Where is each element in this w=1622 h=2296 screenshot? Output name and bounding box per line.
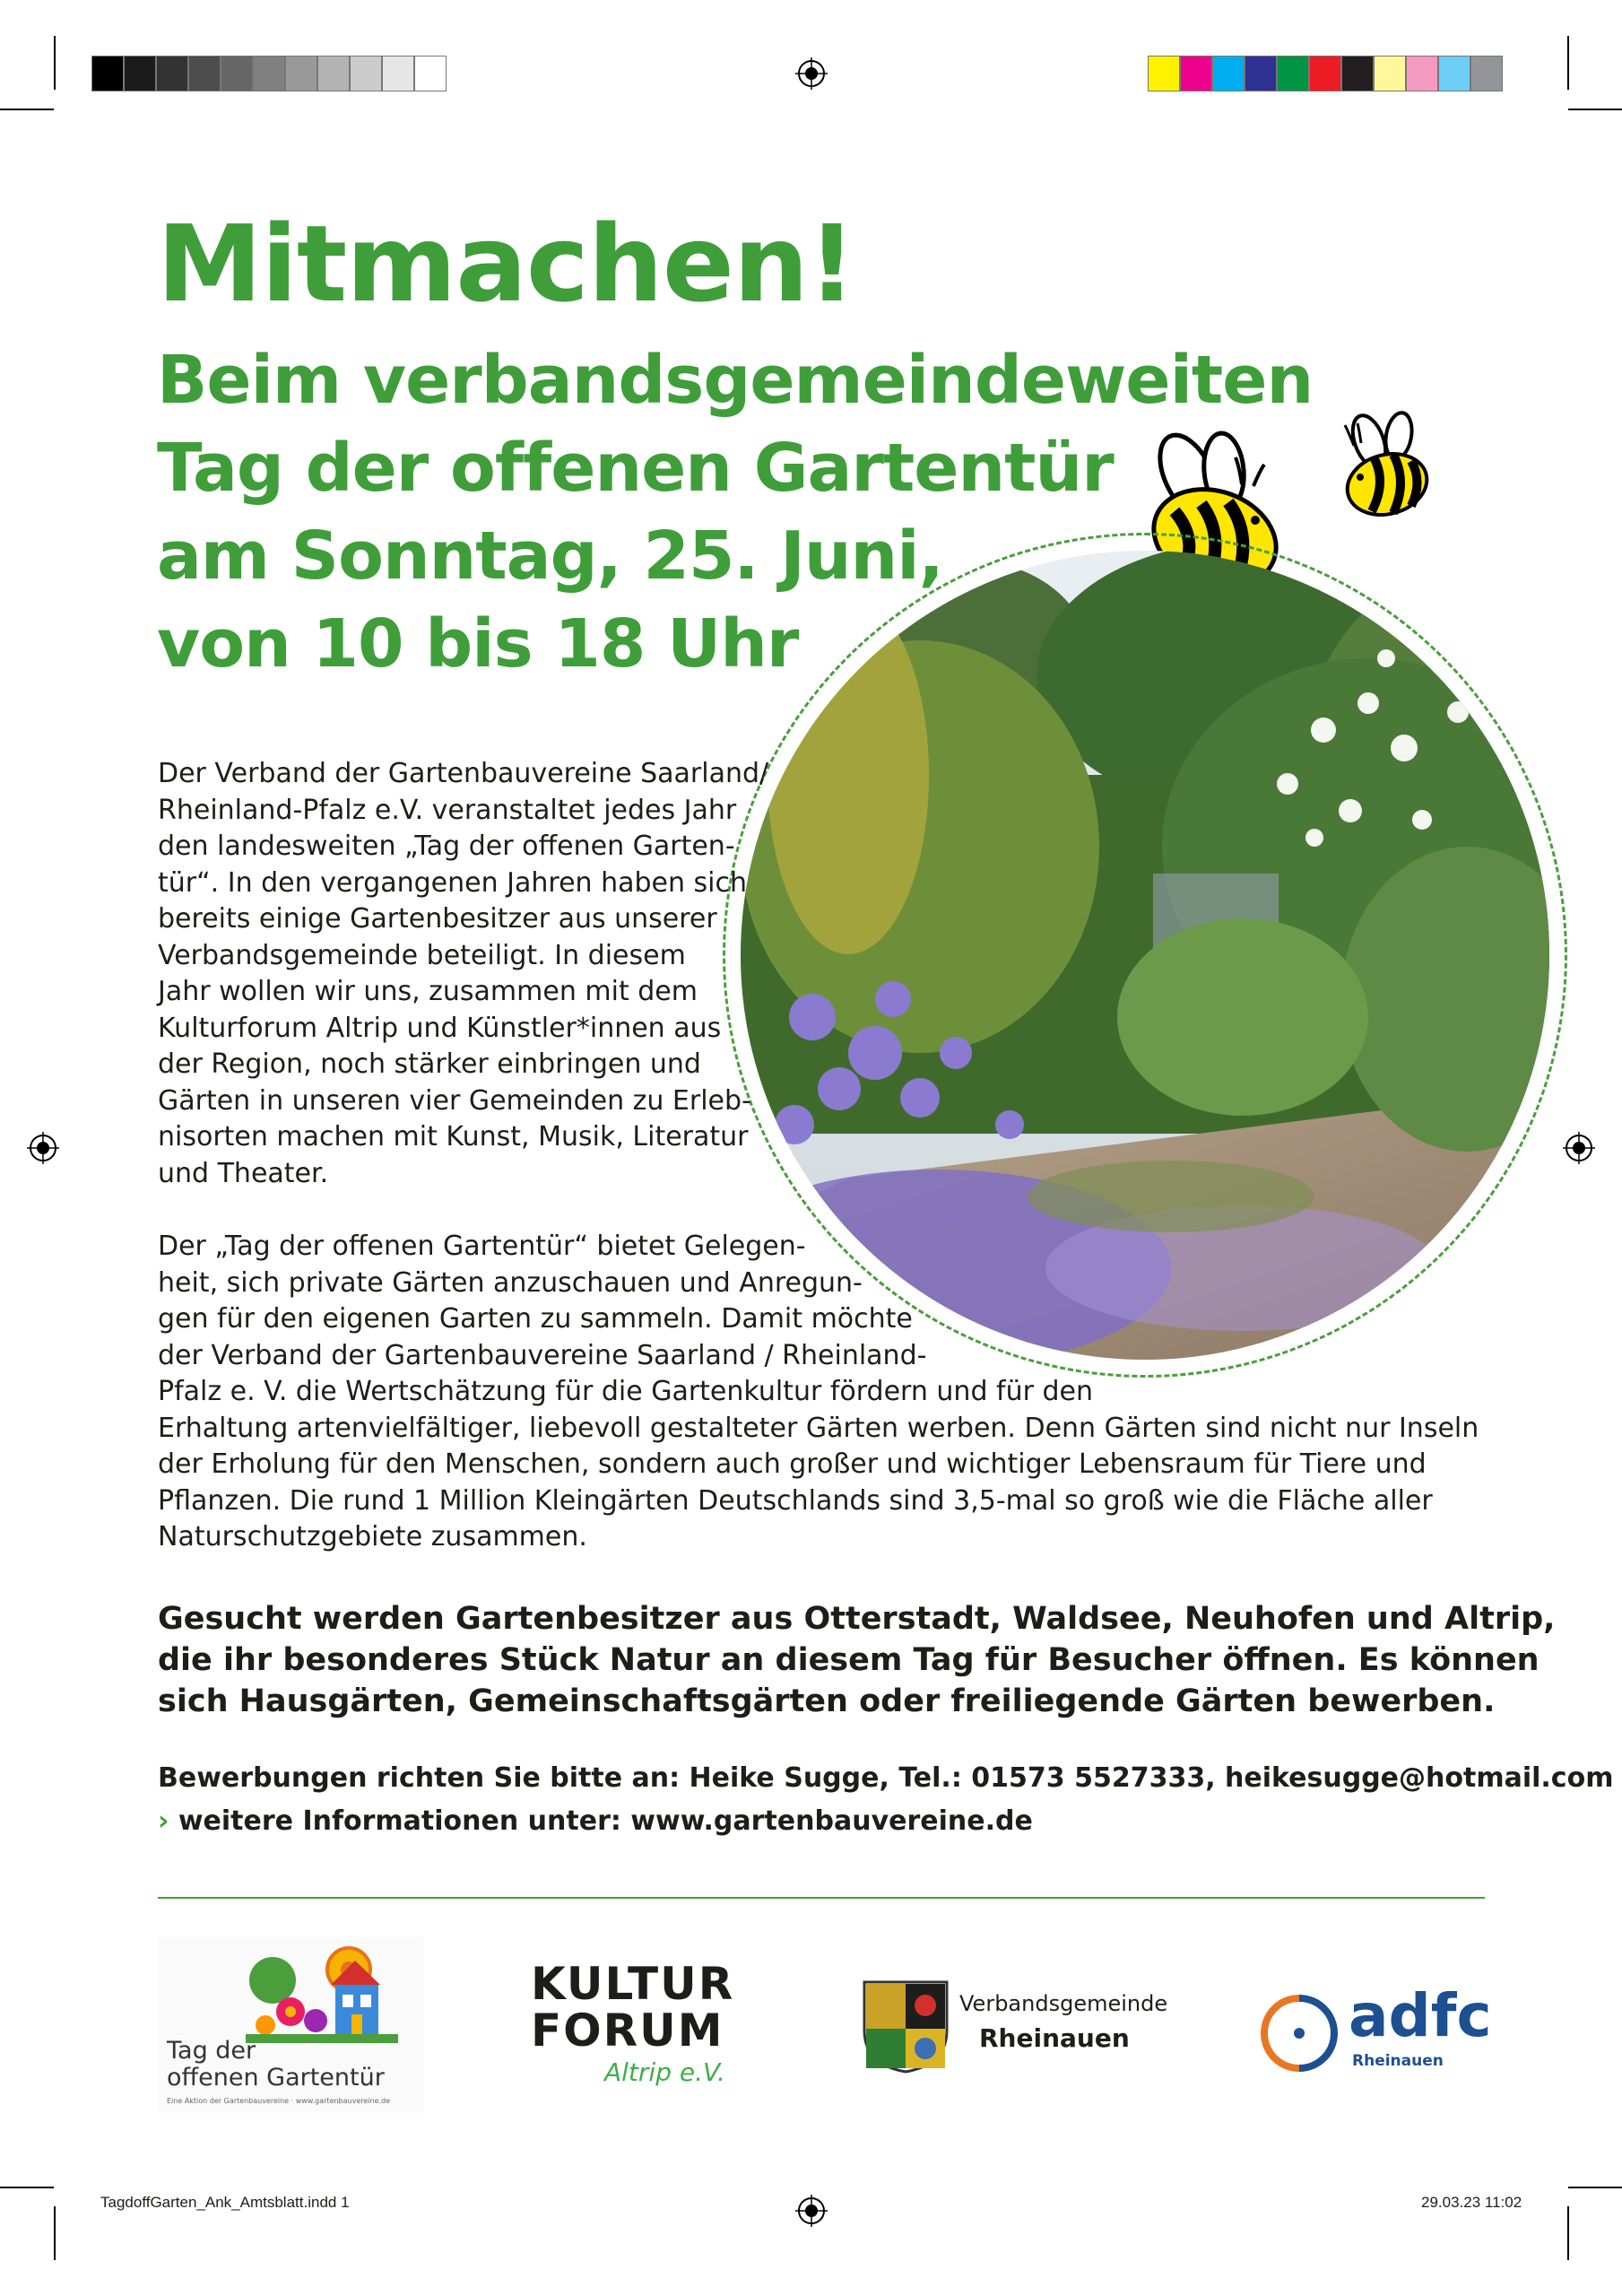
text-line: Gärten in unseren vier Gemeinden zu Erleb- <box>158 1084 751 1117</box>
logo-adfc-text: adfc <box>1349 1981 1492 2050</box>
logo-forum-text: FORUM <box>531 2005 724 2057</box>
headline-line-2: Tag der offenen Gartentür <box>157 430 1114 507</box>
color-swatch <box>414 56 447 91</box>
text-line: Der „Tag der offenen Gartentür“ bietet Gelegen- <box>158 1231 806 1262</box>
cmyk-color-bar <box>1148 56 1503 91</box>
divider <box>158 1897 1485 1899</box>
bee-small-icon <box>1338 405 1436 522</box>
logo-kultur-text: KULTUR <box>531 1958 735 2010</box>
color-swatch <box>1212 56 1245 91</box>
color-swatch <box>1309 56 1341 91</box>
text-line: gen für den eigenen Garten zu sammeln. Damit möchte <box>158 1303 913 1335</box>
text-line: die ihr besonderes Stück Natur an diesem Tag für Besucher öffnen. Es können <box>158 1642 1540 1678</box>
text-line: den landesweiten „Tag der offenen Garten- <box>158 831 735 862</box>
headline-line-3: am Sonntag, 25. Juni, <box>157 517 943 595</box>
text-line: tür“. In den vergangenen Jahren haben sich <box>158 866 747 899</box>
color-swatch <box>285 56 317 91</box>
color-swatch <box>1470 56 1503 91</box>
chevron-right-icon: › <box>158 1805 169 1837</box>
info-line <box>158 1799 1033 1843</box>
garden-house-icon <box>246 1944 398 2043</box>
logo-vg-text-2: Rheinauen <box>979 2023 1130 2053</box>
color-swatch <box>221 56 253 91</box>
color-swatch <box>253 56 285 91</box>
text-line: der Verband der Gartenbauvereine Saarland / Rheinland- <box>158 1339 927 1371</box>
text-line: Rheinland-Pfalz e.V. veranstaltet jedes Jahr <box>158 794 737 826</box>
logo-adfc <box>1259 1981 1492 2083</box>
registration-mark-icon <box>795 2195 828 2227</box>
headline-line-4: von 10 bis 18 Uhr <box>157 605 799 683</box>
text-line: der Erholung für den Menschen, sondern auch großer und wichtiger Lebensraum für Tiere und <box>158 1448 1427 1480</box>
call-to-action <box>158 1598 1555 1722</box>
logo-garden-text-1: Tag der <box>167 2037 256 2065</box>
logo-garden-small: Eine Aktion der Gartenbauvereine · www.gartenbauvereine.de <box>167 2097 391 2105</box>
gray-color-bar <box>91 56 447 91</box>
text-line: Pfalz e. V. die Wertschätzung für die Gartenkultur fördern und für den <box>158 1376 1093 1407</box>
coat-of-arms-icon <box>861 1979 950 2075</box>
logo-garden-text-2: offenen Gartentür <box>167 2064 385 2092</box>
text-line: Pflanzen. Die rund 1 Million Kleingärten Deutschlands sind 3,5-mal so groß wie die Fläche aller <box>158 1484 1433 1517</box>
color-swatch <box>1148 56 1180 91</box>
adfc-wheel-icon <box>1259 1993 1340 2074</box>
color-swatch <box>91 56 124 91</box>
color-swatch <box>1245 56 1277 91</box>
logo-vg-text-1: Verbandsgemeinde <box>959 1991 1168 2016</box>
text-line: Gesucht werden Gartenbesitzer aus Otterstadt, Waldsee, Neuhofen und Altrip, <box>158 1601 1556 1637</box>
logo-kulturforum <box>531 1958 737 2095</box>
headline-line-1: Beim verbandsgemeindeweiten <box>157 342 1314 419</box>
file-slug: TagdoffGarten_Ank_Amtsblatt.indd 1 <box>100 2194 350 2211</box>
registration-mark-icon <box>1563 1132 1595 1164</box>
logo-adfc-sub: Rheinauen <box>1352 2052 1444 2070</box>
color-swatch <box>1341 56 1374 91</box>
second-paragraph <box>158 1229 1479 1556</box>
text-line: der Region, noch stärker einbringen und <box>158 1048 701 1080</box>
color-swatch <box>1406 56 1438 91</box>
contact-line: Bewerbungen richten Sie bitte an: Heike Sugge, Tel.: 01573 5527333, heikesugge@hotmail.com <box>158 1762 1614 1794</box>
color-swatch <box>188 56 221 91</box>
text-line: Verbandsgemeinde beteiligt. In diesem <box>158 939 686 971</box>
text-line: Kulturforum Altrip und Künstler*innen aus <box>158 1012 722 1044</box>
page-title: Mitmachen! <box>157 202 855 326</box>
color-swatch <box>382 56 414 91</box>
color-swatch <box>350 56 382 91</box>
color-swatch <box>1374 56 1406 91</box>
color-swatch <box>1438 56 1470 91</box>
color-swatch <box>1180 56 1212 91</box>
intro-paragraph <box>158 756 768 1192</box>
color-swatch <box>317 56 350 91</box>
text-line: heit, sich private Gärten anzuschauen und Anregun- <box>158 1266 863 1299</box>
text-line: und Theater. <box>158 1157 329 1189</box>
color-swatch <box>1277 56 1309 91</box>
date-slug: 29.03.23 11:02 <box>1421 2194 1522 2211</box>
registration-mark-icon <box>795 57 828 90</box>
registration-mark-icon <box>27 1132 59 1164</box>
logo-tag-der-offenen-gartentuer <box>158 1937 423 2113</box>
color-swatch <box>124 56 156 91</box>
text-line: Jahr wollen wir uns, zusammen mit dem <box>158 976 698 1007</box>
text-line: nisorten machen mit Kunst, Musik, Literatur <box>158 1121 749 1152</box>
text-line: Naturschutzgebiete zusammen. <box>158 1521 587 1552</box>
text-line: Erhaltung artenvielfältiger, liebevoll gestalteter Gärten werben. Denn Gärten sind nicht nur Inseln <box>158 1412 1479 1444</box>
color-swatch <box>156 56 188 91</box>
text-line: bereits einige Gartenbesitzer aus unserer <box>158 903 717 935</box>
logo-altrip-text: Altrip e.V. <box>604 2057 725 2087</box>
text-line: Der Verband der Gartenbauvereine Saarland/ <box>158 758 769 789</box>
info-text: weitere Informationen unter: www.gartenbauvereine.de <box>178 1805 1033 1837</box>
text-line: sich Hausgärten, Gemeinschaftsgärten oder freiliegende Gärten bewerben. <box>158 1683 1496 1719</box>
logo-verbandsgemeinde <box>861 1973 1166 2081</box>
